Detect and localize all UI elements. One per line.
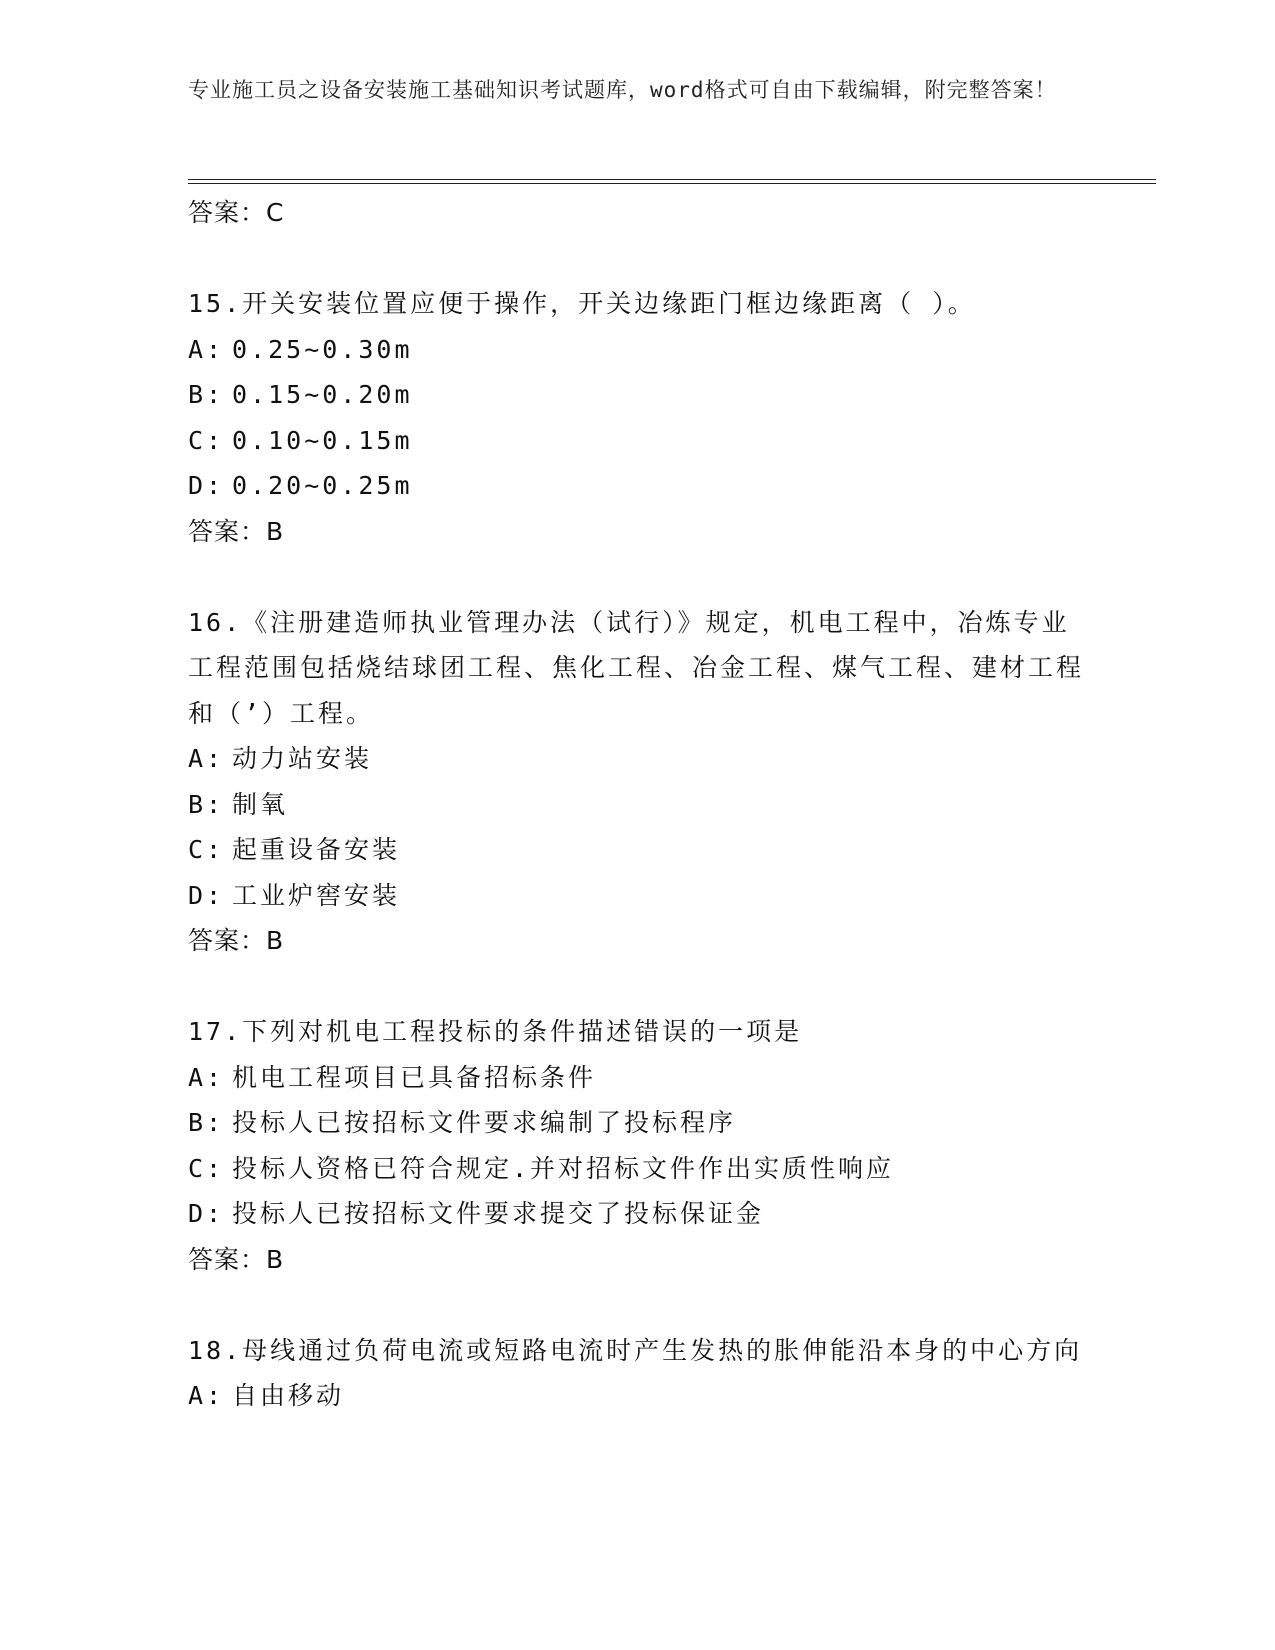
option-text: 0.20~0.25m (232, 471, 413, 500)
option-letter: B: (188, 789, 225, 819)
option-letter: B: (188, 1108, 225, 1137)
option-letter: D: (188, 471, 225, 500)
document-body (188, 190, 1088, 1419)
option-letter: C: (188, 425, 225, 455)
option-d (188, 873, 1088, 919)
option-letter: D: (188, 1199, 225, 1228)
option-b (188, 1100, 1088, 1146)
option-a (188, 736, 1088, 782)
page-header: 专业施工员之设备安装施工基础知识考试题库，word格式可自由下载编辑，附完整答案！ (188, 78, 1057, 102)
question-15: 15.开关安装位置应便于操作，开关边缘距门框边缘距离（ ）。 (188, 289, 976, 318)
option-c (188, 418, 1088, 464)
question-17: 17.下列对机电工程投标的条件描述错误的一项是 (188, 1017, 803, 1046)
question-16: 16.《注册建造师执业管理办法（试行）》规定，机电工程中，冶炼专业工程范围包括烧结球团工程、焦化工程、冶金工程、煤气工程、建材工程和（’）工程。 (188, 607, 1085, 728)
option-text: 动力站安装 (232, 744, 373, 773)
option-text: 投标人已按招标文件要求提交了投标保证金 (232, 1199, 765, 1228)
option-letter: C: (188, 1153, 225, 1183)
option-text: 投标人资格已符合规定.并对招标文件作出实质性响应 (232, 1153, 895, 1183)
option-b (188, 782, 1088, 828)
option-d (188, 463, 1088, 509)
option-text: 制氧 (232, 789, 289, 819)
option-c (188, 827, 1088, 873)
option-text: 0.25~0.30m (232, 334, 413, 364)
option-a (188, 327, 1088, 373)
option-letter: B: (188, 380, 225, 409)
option-letter: A: (188, 1062, 225, 1092)
option-a (188, 1373, 1088, 1419)
option-letter: A: (188, 334, 225, 364)
option-text: 机电工程项目已具备招标条件 (232, 1062, 597, 1092)
question-18: 18.母线通过负荷电流或短路电流时产生发热的胀伸能沿本身的中心方向 (188, 1335, 1083, 1365)
option-text: 自由移动 (232, 1381, 345, 1410)
option-text: 工业炉窖安装 (232, 880, 401, 910)
option-letter: C: (188, 835, 225, 864)
option-c (188, 1146, 1088, 1192)
option-text: 投标人已按招标文件要求编制了投标程序 (232, 1108, 737, 1137)
answer-line: 答案：B (188, 516, 285, 546)
option-letter: D: (188, 880, 225, 910)
answer-line: 答案：B (188, 1244, 285, 1274)
option-d (188, 1191, 1088, 1237)
option-text: 起重设备安装 (232, 835, 401, 864)
option-b (188, 372, 1088, 418)
header-rule-bottom (188, 183, 1156, 184)
option-text: 0.15~0.20m (232, 380, 413, 409)
answer-line: 答案：C (188, 198, 285, 227)
option-text: 0.10~0.15m (232, 425, 413, 455)
option-a (188, 1055, 1088, 1101)
option-letter: A: (188, 744, 225, 773)
header-rule-top (188, 179, 1156, 180)
answer-line: 答案：B (188, 926, 285, 955)
option-letter: A: (188, 1381, 225, 1410)
